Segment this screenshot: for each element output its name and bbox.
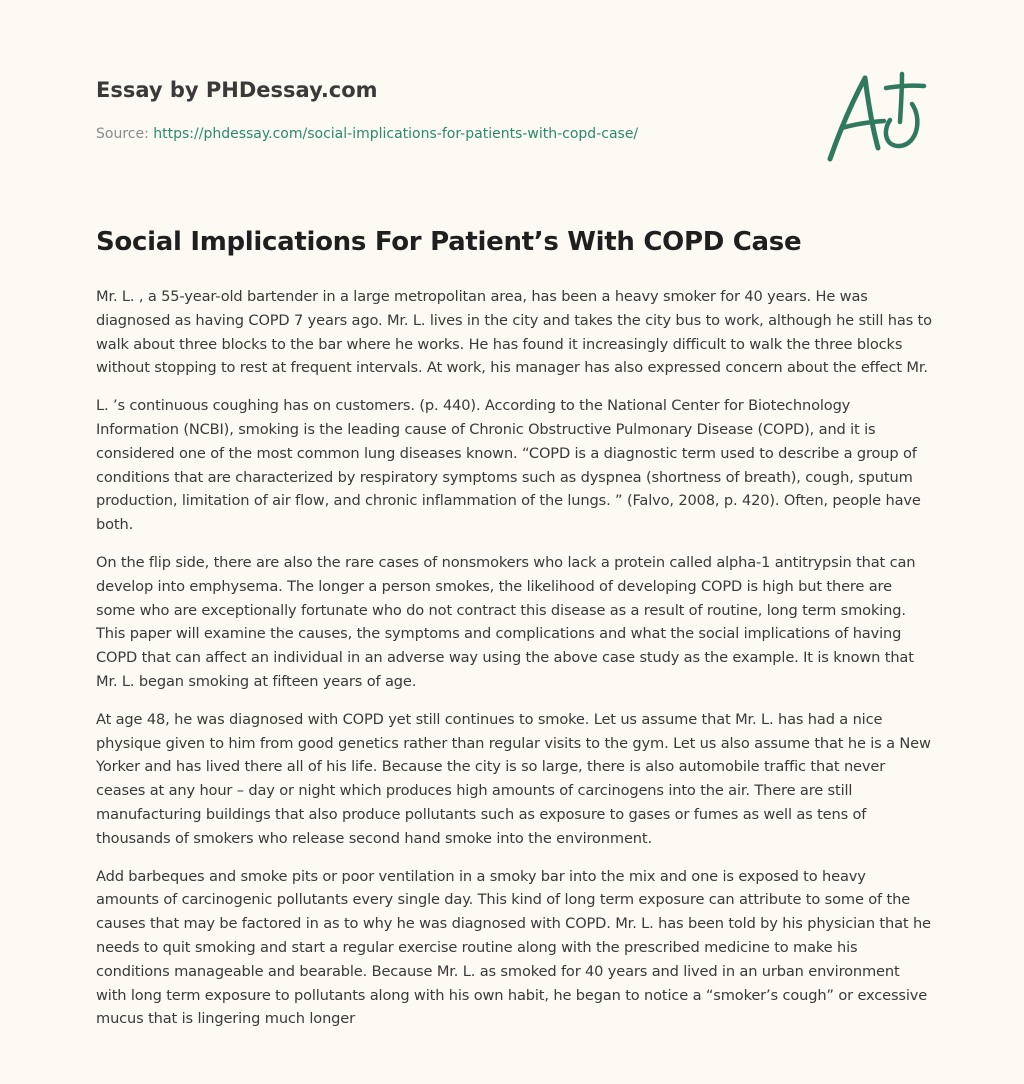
site-title: Essay by PHDessay.com (96, 78, 378, 102)
source-label: Source: (96, 126, 149, 142)
article-body (96, 285, 932, 1045)
page-header (96, 76, 796, 143)
source-line (96, 125, 796, 143)
article-paragraph: At age 48, he was diagnosed with COPD yet still continues to smoke. Let us assume that Mr. L. has had a nice physique given to him from good genetics rather than regular visits to the gym. Let us also assume that he is a New Yorker and has lived there all of his life. Because the city is so large, there is also automobile traffic that never ceases at any hour – day or night which produces high amounts of carcinogens into the air. There are still manufacturing buildings that also produce pollutants such as exposure to gases or fumes as well as tens of thousands of smokers who release second hand smoke into the environment. (96, 710, 931, 847)
a-plus-grade-icon (820, 66, 930, 166)
source-link[interactable]: https://phdessay.com/social-implications-for-patients-with-copd-case/ (153, 126, 639, 142)
article-title: Social Implications For Patient’s With COPD Case (96, 227, 802, 257)
article-paragraph: L. ’s continuous coughing has on customers. (p. 440). According to the National Center for Biotechnology Information (NCBI), smoking is the leading cause of Chronic Obstructive Pulmonary Disease (COPD), and it is considered one of the most common lung diseases known. “COPD is a diagnostic term used to describe a group of conditions that are characterized by respiratory symptoms such as dyspnea (shortness of breath), cough, sputum production, limitation of air flow, and chronic inflammation of the lungs. ” (Falvo, 2008, p. 420). Often, people have both. (96, 397, 921, 534)
article-paragraph: Mr. L. , a 55-year-old bartender in a large metropolitan area, has been a heavy smoker for 40 years. He was diagnosed as having COPD 7 years ago. Mr. L. lives in the city and takes the city bus to work, although he still has to walk about three blocks to the bar where he works. He has found it increasingly difficult to walk the three blocks without stopping to rest at frequent intervals. At work, his manager has also expressed concern about the effect Mr. (96, 288, 932, 377)
article-paragraph: On the flip side, there are also the rare cases of nonsmokers who lack a protein called alpha-1 antitrypsin that can develop into emphysema. The longer a person smokes, the likelihood of developing COPD is high but there are some who are exceptionally fortunate who do not contract this disease as a result of routine, long term smoking. This paper will examine the causes, the symptoms and complications and what the social implications of having COPD that can affect an individual in an adverse way using the above case study as the example. It is known that Mr. L. began smoking at fifteen years of age. (96, 553, 916, 690)
article-paragraph: Add barbeques and smoke pits or poor ventilation in a smoky bar into the mix and one is exposed to heavy amounts of carcinogenic pollutants every single day. This kind of long term exposure can attribute to some of the causes that may be factored in as to why he was diagnosed with COPD. Mr. L. has been told by his physician that he needs to quit smoking and start a regular exercise routine along with the prescribed medicine to make his conditions manageable and bearable. Because Mr. L. as smoked for 40 years and lived in an urban environment with long term exposure to pollutants along with his own habit, he began to notice a “smoker’s cough” or excessive mucus that is lingering much longer (96, 867, 931, 1028)
